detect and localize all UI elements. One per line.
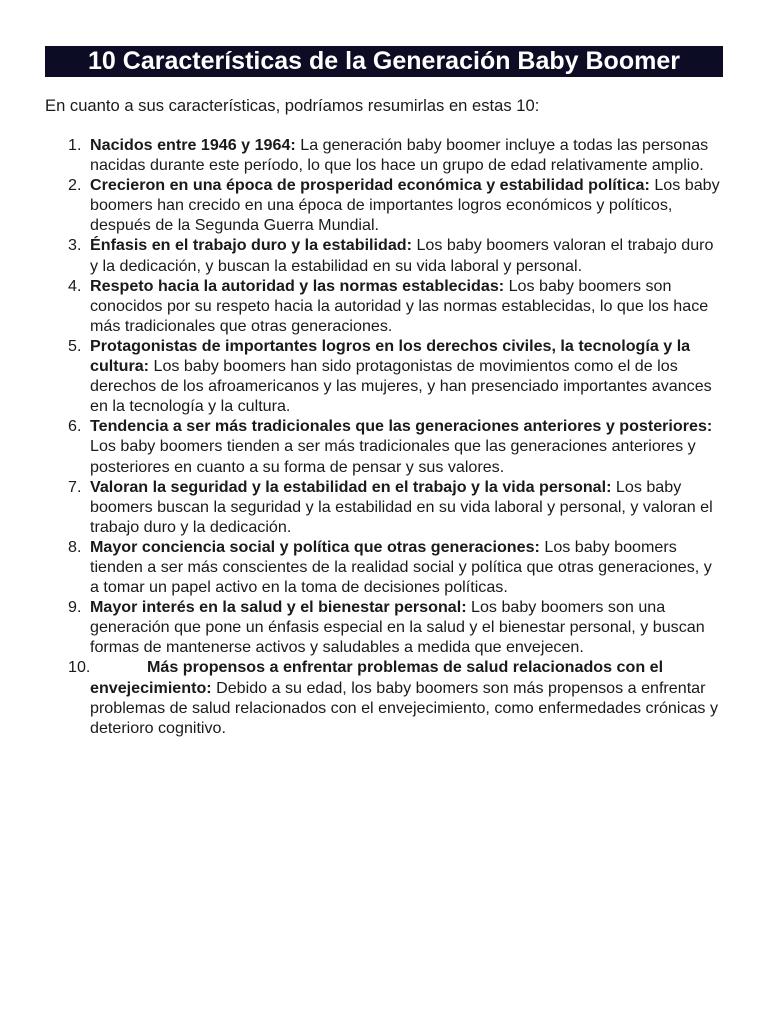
list-item-4 xyxy=(45,276,725,336)
list-item-number: 6. xyxy=(68,417,82,436)
list-item-text: Los baby boomers son conocidos por su respeto hacia la autoridad y las normas establecidas, lo que los hace más tradicionales que otras generaciones. xyxy=(90,276,709,335)
list-item-number: 5. xyxy=(68,336,82,355)
document-title: 10 Características de la Generación Baby Boomer xyxy=(45,46,723,77)
list-item-heading: Tendencia a ser más tradicionales que las generaciones anteriores y posteriores: xyxy=(90,417,713,436)
list-item-heading: Mayor interés en la salud y el bienestar personal: xyxy=(90,598,467,617)
characteristics-list xyxy=(45,135,725,738)
list-item-heading: Énfasis en el trabajo duro y la estabilidad: xyxy=(90,236,412,255)
intro-paragraph: En cuanto a sus características, podríamos resumirlas en estas 10: xyxy=(45,96,540,115)
list-item-text: Los baby boomers tienden a ser más tradicionales que las generaciones anteriores y posteriores en cuanto a su forma de pensar y sus valores. xyxy=(90,437,696,476)
list-item-heading: Respeto hacia la autoridad y las normas establecidas: xyxy=(90,276,505,295)
list-item-9 xyxy=(45,597,725,657)
list-item-text: Los baby boomers valoran el trabajo duro y la dedicación, y buscan la estabilidad en su vida laboral y personal. xyxy=(90,236,714,275)
list-item-number: 1. xyxy=(68,136,82,154)
list-item-heading: Nacidos entre 1946 y 1964: xyxy=(90,136,296,154)
list-item-heading: Protagonistas de importantes logros en los derechos civiles, la tecnología y la cultura: xyxy=(90,336,691,376)
list-item-heading: Valoran la seguridad y la estabilidad en el trabajo y la vida personal: xyxy=(90,477,612,496)
list-item-heading: Mayor conciencia social y política que otras generaciones: xyxy=(90,537,540,556)
list-item-1 xyxy=(45,135,725,175)
list-item-text: Los baby boomers han sido protagonistas de movimientos como el de los derechos de los afroamericanos y las mujeres, y han presenciado importantes avances en la tecnología y la cultura. xyxy=(90,357,712,416)
list-item-text: La generación baby boomer incluye a todas las personas nacidas durante este período, lo que los hace un grupo de edad relativamente amplio. xyxy=(90,136,709,175)
list-item-number: 10. xyxy=(68,658,91,677)
list-item-text: Los baby boomers son una generación que pone un énfasis especial en la salud y el bienestar personal, y buscan formas de mantenerse activos y saludables a medida que envejecen. xyxy=(90,598,705,657)
list-item-2 xyxy=(45,175,725,235)
list-item-text: Los baby boomers tienden a ser más conscientes de la realidad social y política que otras generaciones, y a tomar un papel activo en la toma de decisiones políticas. xyxy=(90,537,712,597)
list-item-number: 4. xyxy=(68,276,82,295)
list-item-3 xyxy=(45,235,725,275)
list-item-10 xyxy=(45,657,725,737)
list-item-5 xyxy=(45,336,725,416)
list-item-number: 3. xyxy=(68,236,82,255)
list-item-7 xyxy=(45,477,725,537)
list-item-6 xyxy=(45,416,725,476)
list-item-text: Debido a su edad, los baby boomers son más propensos a enfrentar problemas de salud relacionados con el envejecimiento, como enfermedades crónicas y deterioro cognitivo. xyxy=(90,678,719,737)
list-item-number: 7. xyxy=(68,477,82,496)
list-item-text: Los baby boomers han crecido en una época de importantes logros económicos y políticos, después de la Segunda Guerra Mundial. xyxy=(90,176,720,235)
list-item-number: 2. xyxy=(68,176,82,195)
list-item-number: 9. xyxy=(68,598,82,617)
list-item-heading: Crecieron en una época de prosperidad económica y estabilidad política: xyxy=(90,176,650,195)
list-item-number: 8. xyxy=(68,537,82,556)
list-item-text: Los baby boomers buscan la seguridad y la estabilidad en su vida laboral y personal, y valoran el trabajo duro y la dedicación. xyxy=(90,477,713,536)
list-item-8 xyxy=(45,537,725,597)
list-item-heading: Más propensos a enfrentar problemas de salud relacionados con el envejecimiento: xyxy=(90,658,664,697)
